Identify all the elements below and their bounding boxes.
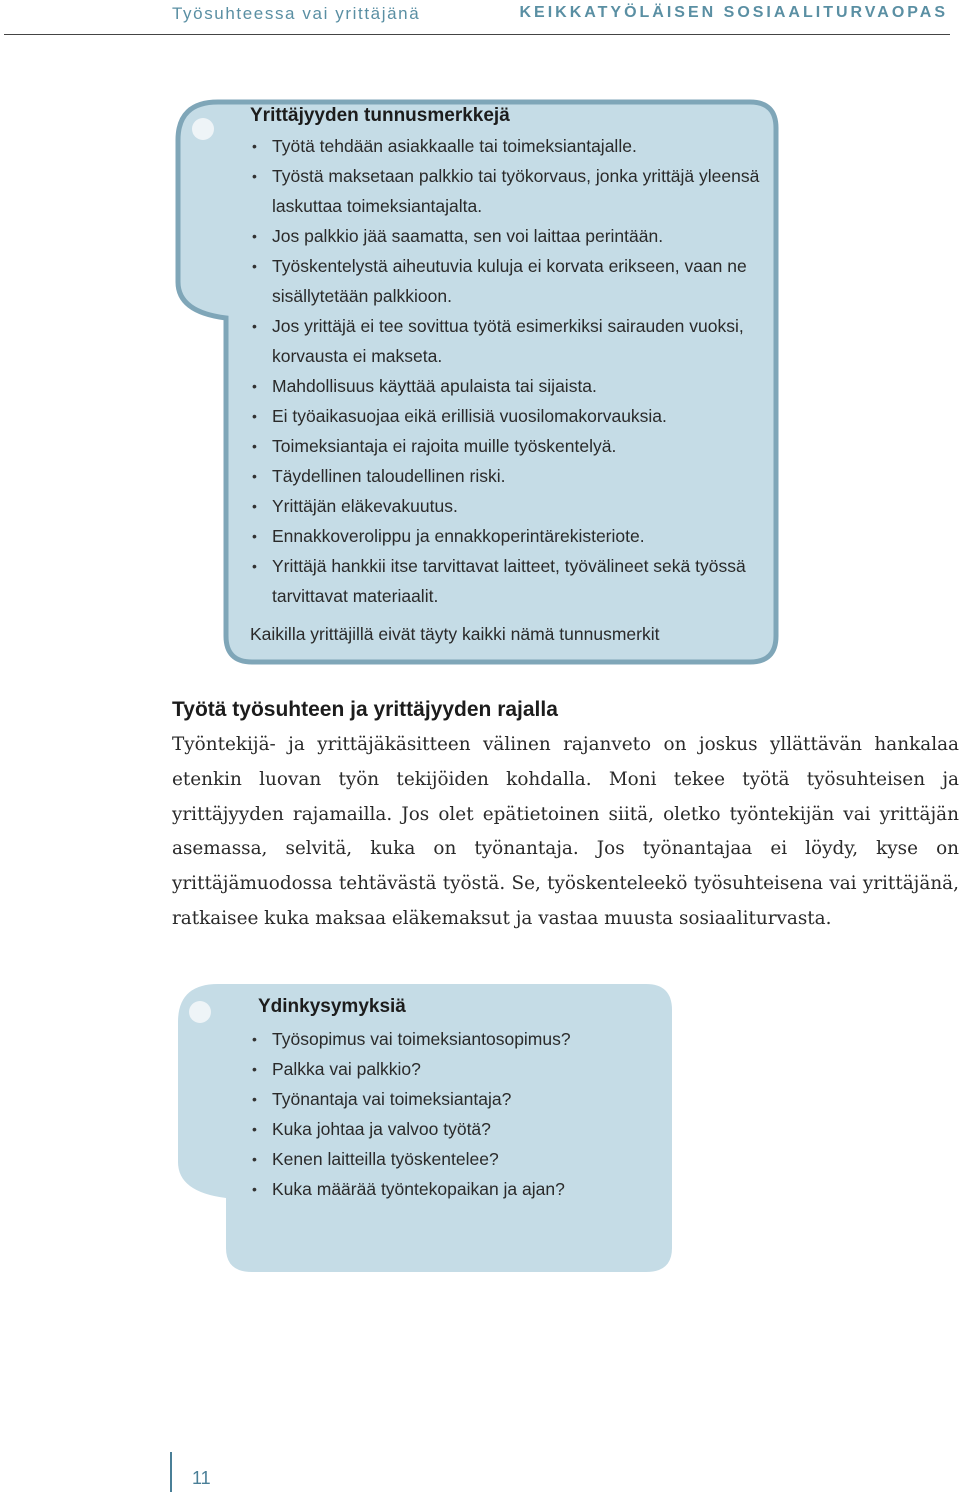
- section-body: Työntekijä- ja yrittäjäkäsitteen välinen rajanveto on joskus yllättävän hankalaa etenkin luovan työn tekijöiden kohdalla. Moni tekee työtä työsuhteisen ja yrittäjyyden rajamailla. Jos olet epätietoinen siitä, oletko työntekijän vai yrittäjän asemassa, selvitä, kuka on työnantaja. Jos työnantajaa ei löydy, kyse on yrittäjämuodossa tehtävästä työstä. Se, työskenteleekö työsuhteisena vai yrittäjänä, ratkaisee kuka maksaa eläkemaksut ja vastaa muusta sosiaaliturvasta.: [172, 734, 959, 929]
- list-item: • Jos yrittäjä ei tee sovittua työtä esimerkiksi sairauden vuoksi, korvausta ei makseta.: [252, 316, 744, 366]
- list-item: • Työnantaja vai toimeksiantaja?: [252, 1089, 512, 1109]
- running-title: Työsuhteessa vai yrittäjänä: [172, 4, 421, 23]
- header-divider: [4, 34, 950, 35]
- list-item: • Työsopimus vai toimeksiantosopimus?: [252, 1029, 571, 1049]
- box1-note: Kaikilla yrittäjillä eivät täyty kaikki nämä tunnusmerkit: [250, 624, 660, 644]
- page-number-rule: [170, 1452, 172, 1492]
- list-item: • Ei työaikasuojaa eikä erillisiä vuosilomakorvauksia.: [252, 406, 667, 426]
- list-item: • Palkka vai palkkio?: [252, 1059, 421, 1079]
- list-item: • Ennakkoverolippu ja ennakkoperintärekisteriote.: [252, 526, 645, 546]
- list-item: • Jos palkkio jää saamatta, sen voi laittaa perintään.: [252, 226, 664, 246]
- list-item: • Työskentelystä aiheutuvia kuluja ei korvata erikseen, vaan ne sisällytetään palkkioon.: [252, 256, 747, 306]
- box1-content: [250, 105, 770, 611]
- box1-list: [250, 131, 770, 611]
- publication-title: KEIKKATYÖLÄISEN SOSIAALITURVAOPAS: [519, 4, 948, 21]
- list-item: • Kuka määrää työntekopaikan ja ajan?: [252, 1179, 565, 1199]
- box1-title: Yrittäjyyden tunnusmerkkejä: [250, 105, 510, 126]
- box2-content: [252, 996, 678, 1204]
- list-item: • Täydellinen taloudellinen riski.: [252, 466, 506, 486]
- section-title: Työtä työsuhteen ja yrittäjyyden rajalla: [172, 698, 558, 721]
- box1-bullet-circle: [192, 118, 214, 140]
- box2-bullet-circle: [189, 1001, 211, 1023]
- page-header: [0, 0, 960, 36]
- list-item: • Yrittäjä hankkii itse tarvittavat laitteet, työvälineet sekä työssä tarvittavat materiaalit.: [252, 556, 746, 606]
- list-item: • Työstä maksetaan palkkio tai työkorvaus, jonka yrittäjä yleensä laskuttaa toimeksiantajalta.: [252, 166, 760, 216]
- section-borderline: [172, 698, 959, 937]
- list-item: • Mahdollisuus käyttää apulaista tai sijaista.: [252, 376, 597, 396]
- list-item: • Työtä tehdään asiakkaalle tai toimeksiantajalle.: [252, 136, 637, 156]
- list-item: • Kenen laitteilla työskentelee?: [252, 1149, 499, 1169]
- list-item: • Yrittäjän eläkevakuutus.: [252, 496, 458, 516]
- list-item: • Toimeksiantaja ei rajoita muille työskentelyä.: [252, 436, 617, 456]
- page-number: 11: [192, 1468, 211, 1488]
- list-item: • Kuka johtaa ja valvoo työtä?: [252, 1119, 491, 1139]
- box2-title: Ydinkysymyksiä: [258, 996, 406, 1017]
- box2-list: [250, 1024, 678, 1204]
